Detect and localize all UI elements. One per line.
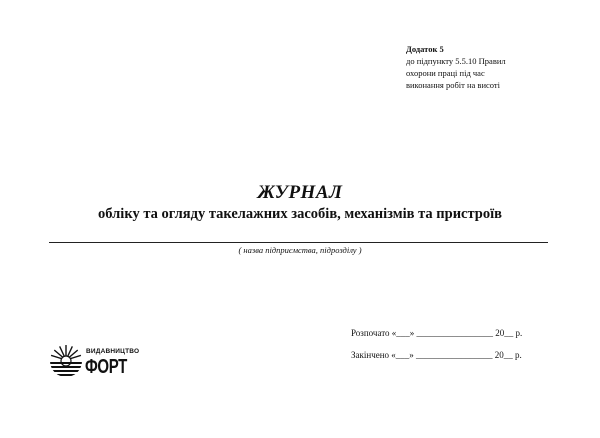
sunrise-emblem-icon [48, 343, 84, 379]
appendix-title: Додаток 5 [406, 44, 444, 54]
journal-title: ЖУРНАЛ [257, 182, 343, 203]
appendix-line: охорони праці під час [406, 68, 485, 78]
journal-subtitle: обліку та огляду такелажних засобів, механізмів та пристроїв [98, 206, 502, 222]
organization-caption: ( назва підприємства, підрозділу ) [238, 245, 362, 255]
organization-name-line [49, 242, 548, 243]
start-date-line: Розпочато «___» _________________ 20__ р. [351, 328, 523, 338]
appendix-note [406, 43, 586, 91]
appendix-line: виконання робіт на висоті [406, 80, 500, 90]
publisher-name: ФОРТ [85, 356, 127, 378]
end-date-line: Закінчено «___» _________________ 20__ р. [351, 350, 522, 360]
publisher-label: ВИДАВНИЦТВО [86, 348, 140, 355]
publisher-logo [48, 343, 158, 383]
appendix-line: до підпункту 5.5.10 Правил [406, 56, 506, 66]
